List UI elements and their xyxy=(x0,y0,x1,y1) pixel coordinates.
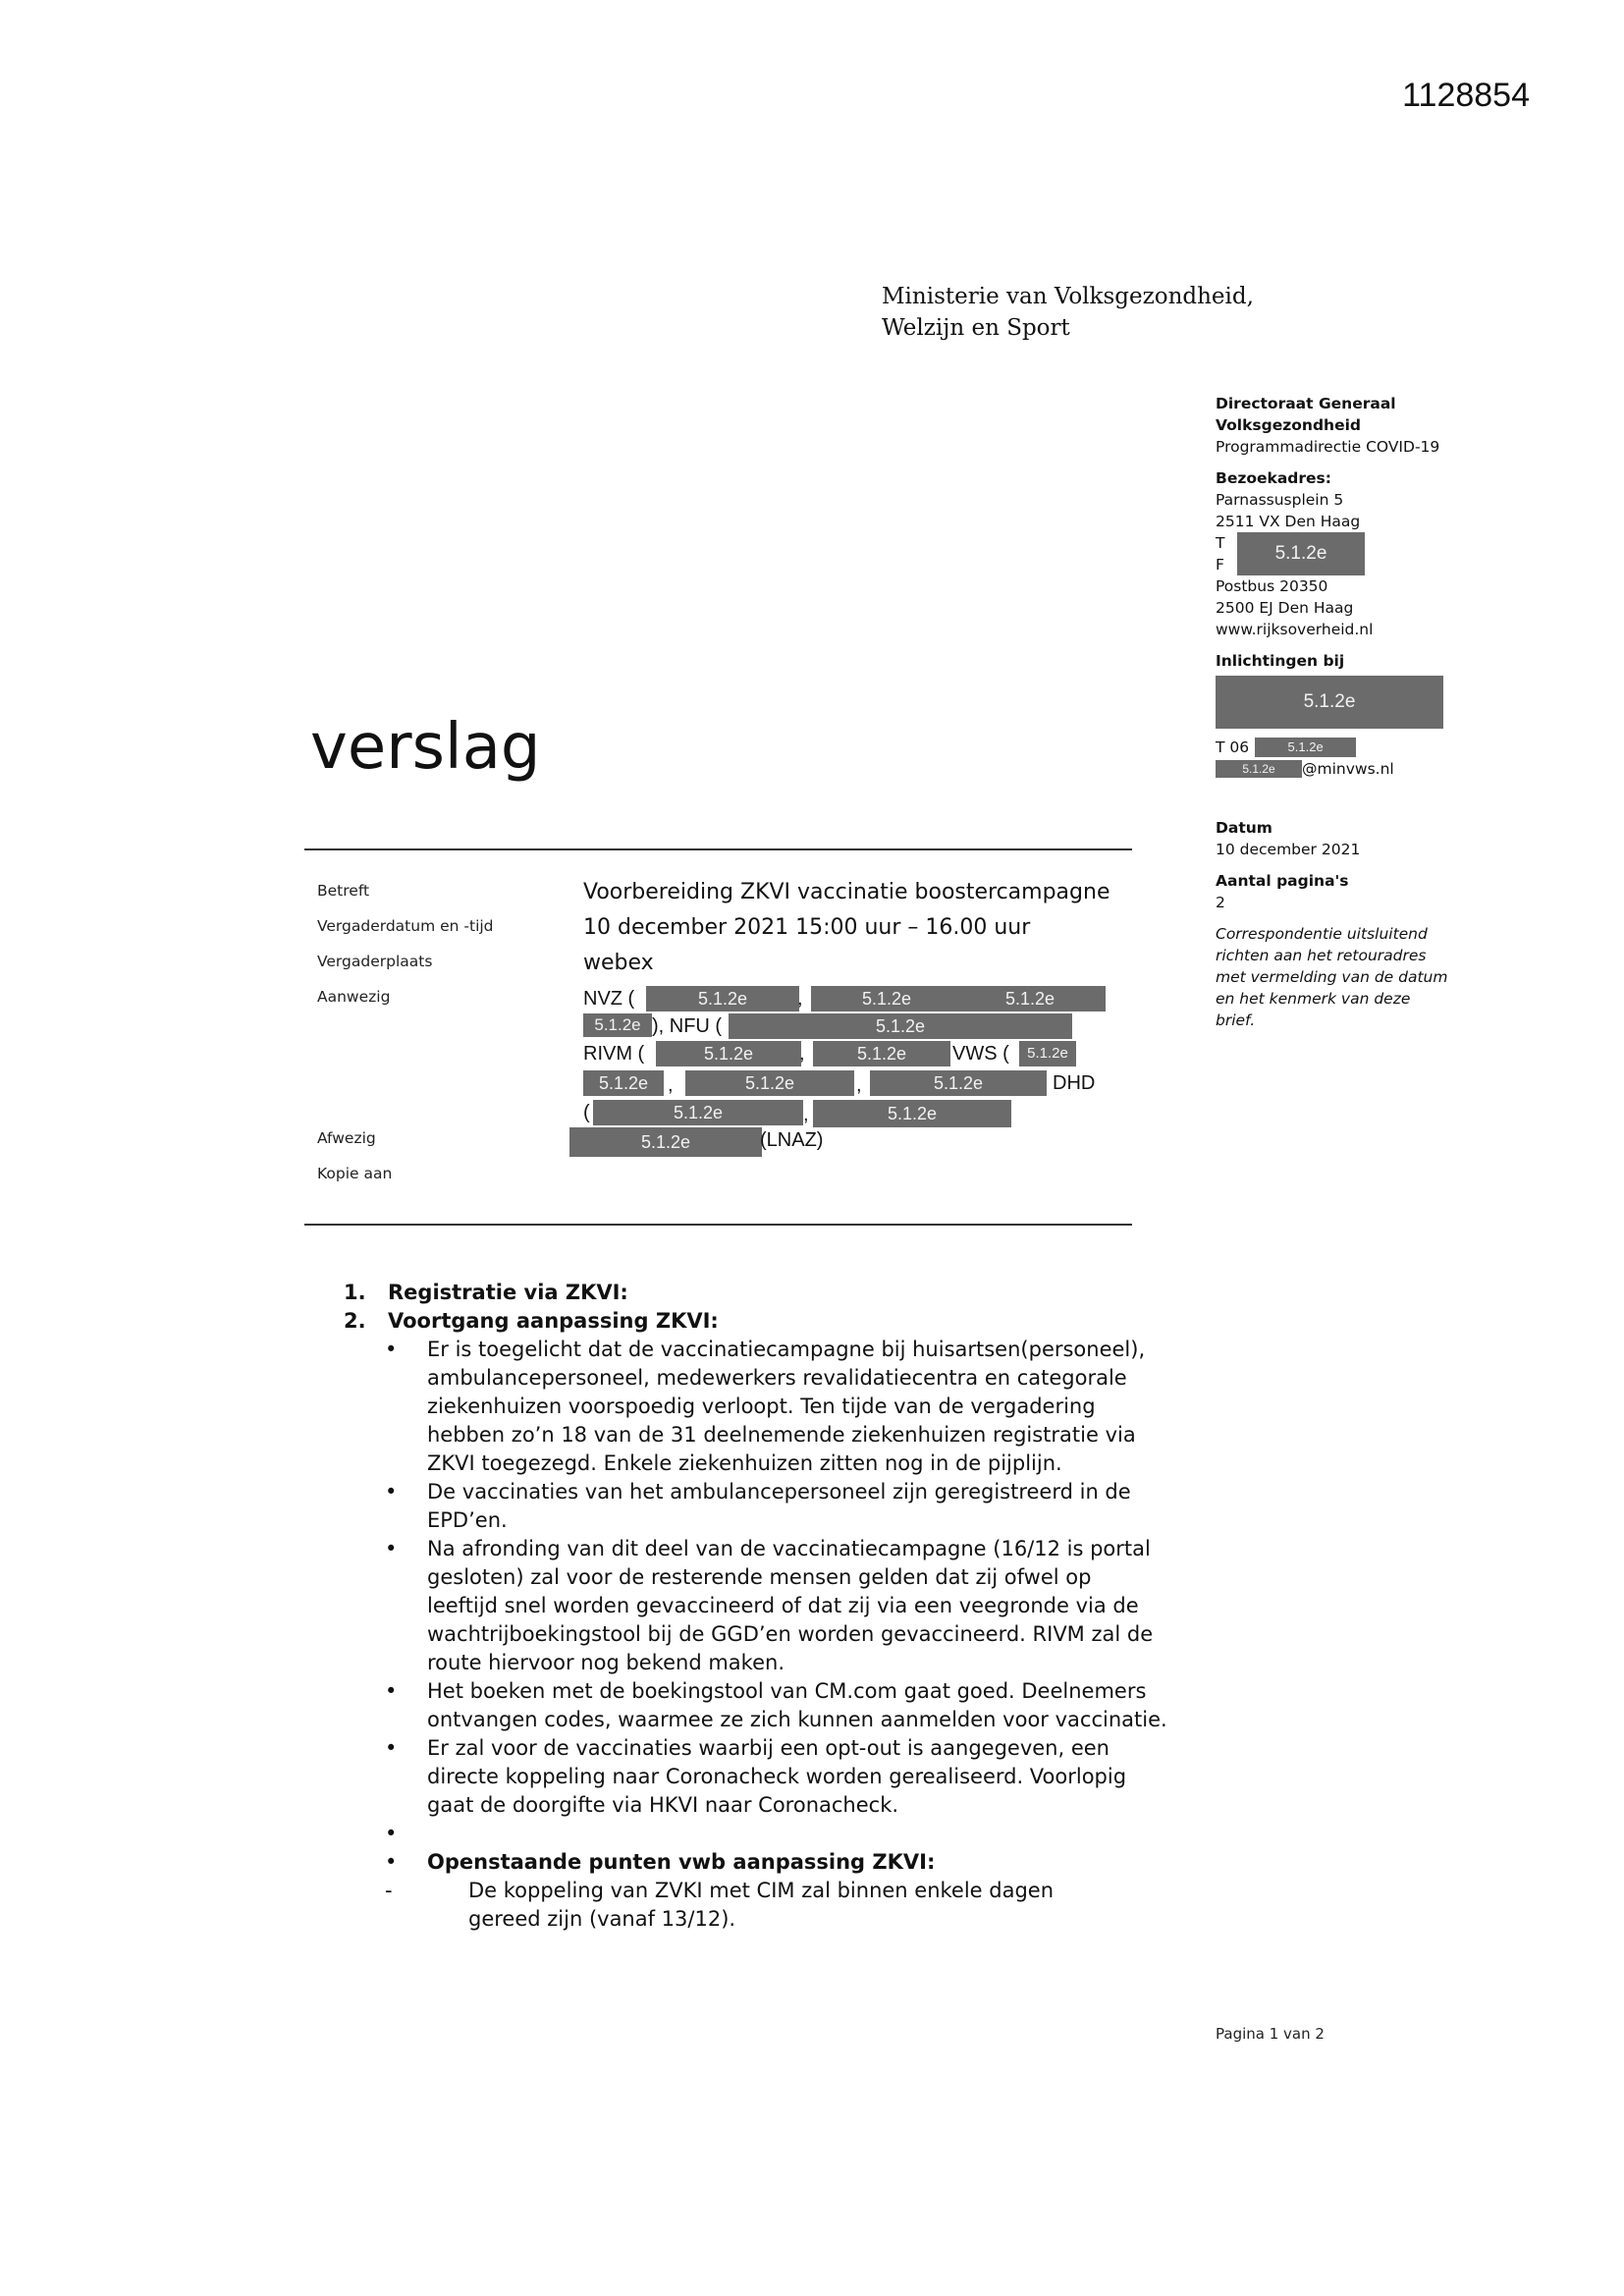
label-subject: Betreft xyxy=(317,882,370,900)
document-number: 1128854 xyxy=(1402,77,1530,114)
bullet-line: ZKVI toegezegd. Enkele ziekenhuizen zitten nog in de pijplijn. xyxy=(427,1451,1062,1475)
bullet-item xyxy=(344,1336,1208,1478)
dg-line-2: Volksgezondheid xyxy=(1216,416,1362,434)
correspondence-line: richten aan het retouradres xyxy=(1216,947,1427,964)
att-comma: , xyxy=(799,1043,805,1065)
bullet-symbol: • xyxy=(385,1679,398,1703)
bullet-line: Er zal voor de vaccinaties waarbij een opt-out is aangegeven, een xyxy=(427,1736,1110,1760)
bullet-item-open-points xyxy=(344,1848,1208,1877)
bullet-symbol: • xyxy=(385,1850,398,1874)
att-dhd: DHD xyxy=(1053,1072,1096,1094)
bullet-line: hebben zo’n 18 van de 31 deelnemende ziekenhuizen registratie via xyxy=(427,1423,1136,1447)
redaction-box: 5.1.2e xyxy=(870,1070,1047,1096)
bullet-symbol: • xyxy=(385,1480,398,1503)
info-label: Inlichtingen bij xyxy=(1216,652,1345,670)
page-footer: Pagina 1 van 2 xyxy=(1216,2025,1325,2043)
bullet-symbol: • xyxy=(385,1736,398,1760)
redaction-box: 5.1.2e xyxy=(656,1041,801,1066)
ministry-logo-text xyxy=(882,281,1254,344)
redaction-box: 5.1.2e xyxy=(1216,760,1302,778)
redaction-box: 5.1.2e xyxy=(813,1041,950,1066)
correspondence-line: Correspondentie uitsluitend xyxy=(1216,925,1428,943)
visit-label: Bezoekadres: xyxy=(1216,469,1331,487)
bullet-line: route hiervoor nog bekend maken. xyxy=(427,1651,785,1674)
email-suffix: @minvws.nl xyxy=(1302,760,1394,778)
pages-value: 2 xyxy=(1216,894,1225,911)
visit-line-2: 2511 VX Den Haag xyxy=(1216,513,1361,530)
info-phone xyxy=(1216,737,1510,758)
bullet-symbol: • xyxy=(385,1338,398,1361)
page-title: verslag xyxy=(310,711,541,784)
post-line-2: 2500 EJ Den Haag xyxy=(1216,599,1354,617)
att-rivm: RIVM ( xyxy=(583,1043,645,1065)
dash-line: De koppeling van ZVKI met CIM zal binnen enkele dagen xyxy=(468,1879,1055,1902)
post-line-1: Postbus 20350 xyxy=(1216,577,1328,595)
info-email xyxy=(1216,758,1510,780)
sidebar-contact xyxy=(1216,393,1510,1031)
redaction-box: 5.1.2e xyxy=(729,1013,1072,1039)
info-redaction-row xyxy=(1216,676,1510,733)
bullet-line: ontvangen codes, waarmee ze zich kunnen aanmelden voor vaccinatie. xyxy=(427,1708,1167,1731)
place-value: webex xyxy=(583,951,654,975)
bullet-line: leeftijd snel worden gevaccineerd of dat zij via een veegronde via de xyxy=(427,1594,1139,1617)
redaction-box xyxy=(811,986,1106,1011)
bullet-line: gesloten) zal voor de resterende mensen gelden dat zij ofwel op xyxy=(427,1565,1092,1589)
bullet-symbol: • xyxy=(385,1537,398,1560)
phone-prefix: T 06 xyxy=(1216,738,1250,756)
redaction-box: 5.1.2e xyxy=(685,1070,854,1096)
correspondence-note xyxy=(1216,923,1510,1031)
redaction-box: 5.1.2e xyxy=(1255,738,1356,757)
att-comma: , xyxy=(856,1074,862,1096)
bullet-line: Het boeken met de boekingstool van CM.com gaat goed. Deelnemers xyxy=(427,1679,1147,1703)
att-comma: , xyxy=(797,988,803,1010)
bullet-line: directe koppeling naar Coronacheck worden gerealiseerd. Voorlopig xyxy=(427,1765,1127,1788)
att-comma: , xyxy=(803,1104,809,1125)
item-title: Voortgang aanpassing ZKVI: xyxy=(388,1309,719,1333)
redaction-box: 5.1.2e xyxy=(593,1100,803,1125)
open-points-heading: Openstaande punten vwb aanpassing ZKVI: xyxy=(427,1850,936,1874)
phone-f-label: F xyxy=(1216,556,1224,574)
bullet-line: EPD’en. xyxy=(427,1508,508,1532)
bullet-item xyxy=(344,1734,1208,1820)
item-number: 2. xyxy=(344,1309,366,1333)
programme: Programmadirectie COVID-19 xyxy=(1216,438,1440,456)
redaction-label: 5.1.2e xyxy=(1005,989,1056,1009)
ministry-line-2: Welzijn en Sport xyxy=(882,315,1070,341)
bullet-item xyxy=(344,1677,1208,1734)
subject-value: Voorbereiding ZKVI vaccinatie boostercampagne xyxy=(583,880,1110,904)
att-nvz: NVZ ( xyxy=(583,988,635,1010)
divider-bottom xyxy=(304,1224,1132,1226)
dash-item xyxy=(344,1877,1208,1934)
att-vws: VWS ( xyxy=(952,1043,1009,1065)
label-absent: Afwezig xyxy=(317,1129,376,1147)
dash-line: gereed zijn (vanaf 13/12). xyxy=(468,1907,736,1931)
redaction-box: 5.1.2e xyxy=(1019,1041,1076,1066)
bullet-item-empty xyxy=(344,1820,1208,1848)
bullet-line: Na afronding van dit deel van de vaccinatiecampagne (16/12 is portal xyxy=(427,1537,1151,1560)
visit-line-1: Parnassusplein 5 xyxy=(1216,491,1344,509)
date-value: 10 december 2021 xyxy=(1216,841,1361,858)
correspondence-line: brief. xyxy=(1216,1011,1256,1029)
item-title: Registratie via ZKVI: xyxy=(388,1281,628,1304)
dg-line-1: Directoraat Generaal xyxy=(1216,395,1396,412)
label-place: Vergaderplaats xyxy=(317,953,433,970)
att-open: ( xyxy=(583,1102,590,1123)
redaction-box: 5.1.2e xyxy=(583,1070,664,1096)
att-nfu: ), NFU ( xyxy=(652,1015,723,1037)
bullet-item xyxy=(344,1478,1208,1535)
redaction-box: 5.1.2e xyxy=(1216,676,1443,729)
redaction-box: 5.1.2e xyxy=(1237,532,1365,575)
label-datetime: Vergaderdatum en -tijd xyxy=(317,917,494,935)
bullet-line: De vaccinaties van het ambulancepersoneel zijn geregistreerd in de xyxy=(427,1480,1131,1503)
redaction-box: 5.1.2e xyxy=(583,1013,652,1037)
bullet-line: wachtrijboekingstool bij de GGD’en worden gevaccineerd. RIVM zal de xyxy=(427,1622,1154,1646)
agenda-item-1 xyxy=(344,1279,1208,1307)
redaction-box: 5.1.2e xyxy=(569,1127,762,1157)
redaction-label: 5.1.2e xyxy=(861,989,911,1009)
correspondence-line: en het kenmerk van deze xyxy=(1216,990,1411,1008)
bullet-line: ambulancepersoneel, medewerkers revalidatiecentra en categorale xyxy=(427,1366,1127,1390)
ministry-line-1: Ministerie van Volksgezondheid, xyxy=(882,284,1254,309)
dash-symbol: - xyxy=(385,1879,393,1902)
datetime-value: 10 december 2021 15:00 uur – 16.00 uur xyxy=(583,915,1031,940)
att-comma: , xyxy=(668,1074,674,1096)
correspondence-line: met vermelding van de datum xyxy=(1216,968,1448,986)
phone-t-label: T xyxy=(1216,534,1225,552)
label-copy: Kopie aan xyxy=(317,1165,393,1182)
bullet-line: ziekenhuizen voorspoedig verloopt. Ten tijde van de vergadering xyxy=(427,1394,1096,1418)
minutes-body xyxy=(344,1279,1208,1934)
item-number: 1. xyxy=(344,1281,366,1304)
bullet-symbol: • xyxy=(385,1822,398,1845)
bullet-line: Er is toegelicht dat de vaccinatiecampagne bij huisartsen(personeel), xyxy=(427,1338,1146,1361)
bullet-line: gaat de doorgifte via HKVI naar Coronacheck. xyxy=(427,1793,899,1817)
divider-top xyxy=(304,848,1132,850)
label-present: Aanwezig xyxy=(317,988,391,1006)
agenda-item-2 xyxy=(344,1307,1208,1336)
redaction-box: 5.1.2e xyxy=(646,986,799,1011)
pages-label: Aantal pagina's xyxy=(1216,872,1349,890)
bullet-item xyxy=(344,1535,1208,1677)
website: www.rijksoverheid.nl xyxy=(1216,621,1374,638)
redaction-box: 5.1.2e xyxy=(813,1100,1011,1127)
date-label: Datum xyxy=(1216,819,1272,837)
phone-fax xyxy=(1216,532,1510,575)
att-lnaz: (LNAZ) xyxy=(760,1129,824,1151)
